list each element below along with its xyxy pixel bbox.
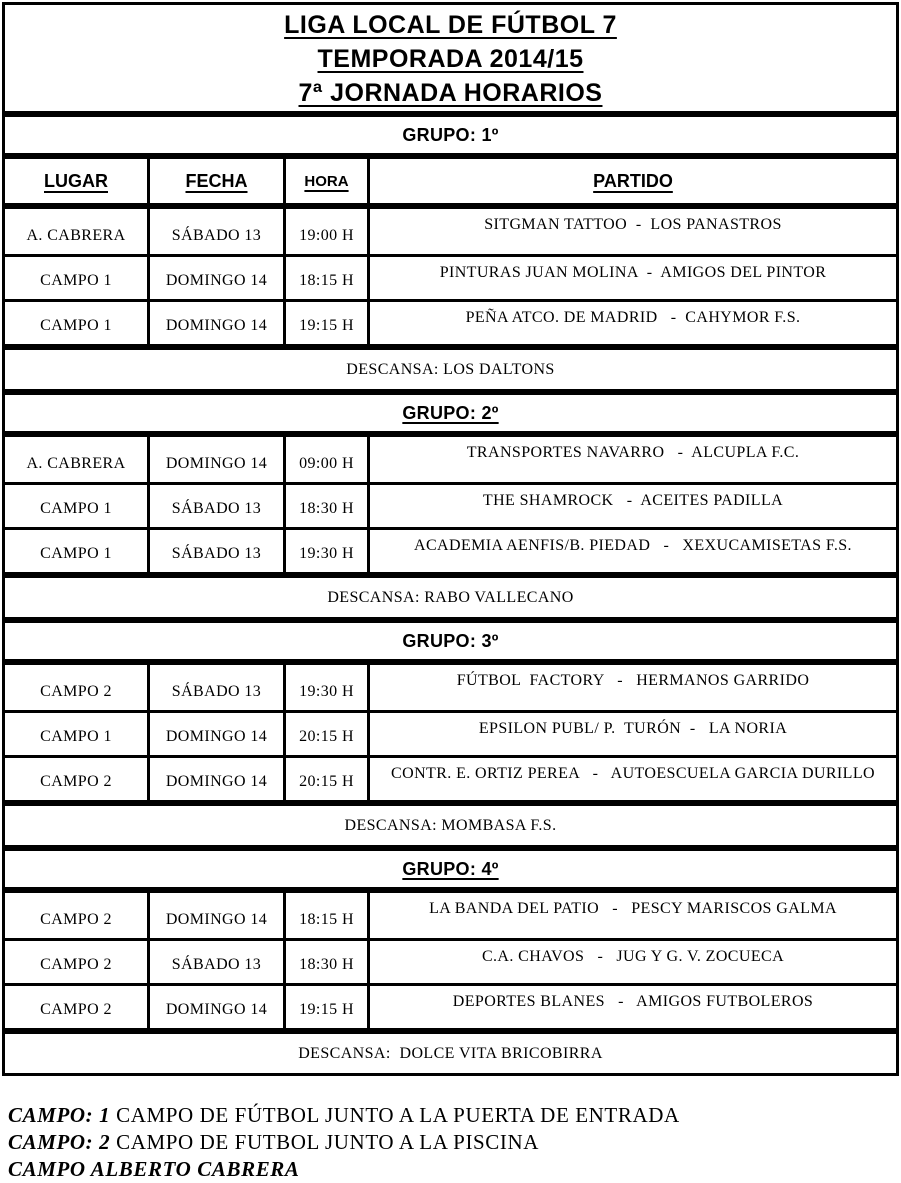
group-4-descansa-row xyxy=(2,1031,899,1076)
match-partido-cell: CONTR. E. ORTIZ PEREA - AUTOESCUELA GARCIA DURILLO xyxy=(367,758,896,800)
match-fecha-cell: DOMINGO 14 xyxy=(147,986,283,1028)
match-lugar-cell: CAMPO 2 xyxy=(40,911,112,928)
group-2-label: GRUPO: 2º xyxy=(402,402,499,423)
descansa-text: DESCANSA: LOS DALTONS xyxy=(346,360,555,378)
match-row xyxy=(5,437,896,482)
group-2-header xyxy=(2,392,899,434)
group-4-matches xyxy=(2,890,899,1031)
descansa-text: DESCANSA: MOMBASA F.S. xyxy=(344,816,557,834)
match-lugar-cell: CAMPO 2 xyxy=(40,773,112,790)
match-fecha-cell: SÁBADO 13 xyxy=(147,530,283,572)
match-fecha-cell: SÁBADO 13 xyxy=(147,941,283,983)
match-fecha-cell: DOMINGO 14 xyxy=(147,437,283,482)
match-row xyxy=(5,710,896,755)
match-fecha-cell: SÁBADO 13 xyxy=(147,209,283,254)
match-row xyxy=(5,482,896,527)
match-fecha-cell: DOMINGO 14 xyxy=(147,893,283,938)
footer-note-campo-alberto-cabrera: CAMPO ALBERTO CABRERA xyxy=(8,1157,300,1181)
match-lugar-cell: CAMPO 2 xyxy=(40,683,112,700)
match-hora-cell: 19:15 H xyxy=(283,302,367,344)
match-lugar-cell: CAMPO 2 xyxy=(40,1001,112,1018)
match-row xyxy=(5,527,896,572)
match-hora-cell: 19:15 H xyxy=(283,986,367,1028)
match-fecha-cell: DOMINGO 14 xyxy=(147,713,283,755)
column-header-partido: PARTIDO xyxy=(367,159,896,203)
match-partido-cell: THE SHAMROCK - ACEITES PADILLA xyxy=(367,485,896,527)
match-lugar-cell: A. CABRERA xyxy=(26,227,126,244)
footer-note-campo-2: CAMPO: 2 CAMPO DE FUTBOL JUNTO A LA PISCINA xyxy=(8,1130,540,1154)
column-header-hora: HORA xyxy=(283,159,367,203)
match-partido-cell: ACADEMIA AENFIS/B. PIEDAD - XEXUCAMISETAS F.S. xyxy=(367,530,896,572)
match-row xyxy=(5,755,896,800)
match-hora-cell: 18:30 H xyxy=(283,941,367,983)
match-fecha-cell: DOMINGO 14 xyxy=(147,302,283,344)
match-hora-cell: 19:00 H xyxy=(283,209,367,254)
match-row xyxy=(5,299,896,344)
match-hora-cell: 20:15 H xyxy=(283,713,367,755)
title-line-3: 7ª JORNADA HORARIOS xyxy=(298,79,603,107)
match-partido-cell: PINTURAS JUAN MOLINA - AMIGOS DEL PINTOR xyxy=(367,257,896,299)
column-header-fecha: FECHA xyxy=(147,159,283,203)
match-partido-cell: SITGMAN TATTOO - LOS PANASTROS xyxy=(367,209,896,254)
match-lugar-cell: CAMPO 1 xyxy=(40,545,112,562)
match-partido-cell: FÚTBOL FACTORY - HERMANOS GARRIDO xyxy=(367,665,896,710)
match-lugar-cell: CAMPO 1 xyxy=(40,728,112,745)
group-4-label: GRUPO: 4º xyxy=(402,858,499,879)
match-partido-cell: EPSILON PUBL/ P. TURÓN - LA NORIA xyxy=(367,713,896,755)
match-hora-cell: 18:15 H xyxy=(283,893,367,938)
match-fecha-cell: DOMINGO 14 xyxy=(147,758,283,800)
footer-note-campo-1: CAMPO: 1 CAMPO DE FÚTBOL JUNTO A LA PUERTA DE ENTRADA xyxy=(8,1103,680,1127)
match-lugar-cell: CAMPO 2 xyxy=(40,956,112,973)
group-1-label: GRUPO: 1º xyxy=(402,124,499,145)
match-hora-cell: 18:15 H xyxy=(283,257,367,299)
title-line-2: TEMPORADA 2014/15 xyxy=(317,45,584,73)
group-1-matches xyxy=(2,206,899,347)
match-row xyxy=(5,209,896,254)
match-lugar-cell: A. CABRERA xyxy=(26,455,126,472)
match-partido-cell: TRANSPORTES NAVARRO - ALCUPLA F.C. xyxy=(367,437,896,482)
match-row xyxy=(5,893,896,938)
group-3-matches xyxy=(2,662,899,803)
match-hora-cell: 19:30 H xyxy=(283,530,367,572)
match-fecha-cell: SÁBADO 13 xyxy=(147,485,283,527)
title-line-1: LIGA LOCAL DE FÚTBOL 7 xyxy=(284,11,617,39)
match-fecha-cell: SÁBADO 13 xyxy=(147,665,283,710)
table-header-row xyxy=(2,156,899,206)
descansa-text: DESCANSA: RABO VALLECANO xyxy=(327,588,574,606)
descansa-text: DESCANSA: DOLCE VITA BRICOBIRRA xyxy=(298,1044,603,1062)
match-row xyxy=(5,983,896,1028)
group-3-label: GRUPO: 3º xyxy=(402,630,499,651)
group-1-descansa-row xyxy=(2,347,899,392)
match-hora-cell: 09:00 H xyxy=(283,437,367,482)
match-partido-cell: DEPORTES BLANES - AMIGOS FUTBOLEROS xyxy=(367,986,896,1028)
match-row xyxy=(5,665,896,710)
match-hora-cell: 18:30 H xyxy=(283,485,367,527)
match-lugar-cell: CAMPO 1 xyxy=(40,272,112,289)
group-1-header xyxy=(2,114,899,156)
group-2-descansa-row xyxy=(2,575,899,620)
match-lugar-cell: CAMPO 1 xyxy=(40,500,112,517)
match-hora-cell: 19:30 H xyxy=(283,665,367,710)
match-partido-cell: C.A. CHAVOS - JUG Y G. V. ZOCUECA xyxy=(367,941,896,983)
group-3-header xyxy=(2,620,899,662)
group-4-header xyxy=(2,848,899,890)
match-row xyxy=(5,254,896,299)
match-fecha-cell: DOMINGO 14 xyxy=(147,257,283,299)
group-3-descansa-row xyxy=(2,803,899,848)
footer-notes xyxy=(2,1102,899,1183)
match-partido-cell: PEÑA ATCO. DE MADRID - CAHYMOR F.S. xyxy=(367,302,896,344)
match-lugar-cell: CAMPO 1 xyxy=(40,317,112,334)
match-row xyxy=(5,938,896,983)
match-hora-cell: 20:15 H xyxy=(283,758,367,800)
group-2-matches xyxy=(2,434,899,575)
document-title xyxy=(2,2,899,114)
column-header-lugar: LUGAR xyxy=(44,170,108,191)
match-partido-cell: LA BANDA DEL PATIO - PESCY MARISCOS GALMA xyxy=(367,893,896,938)
